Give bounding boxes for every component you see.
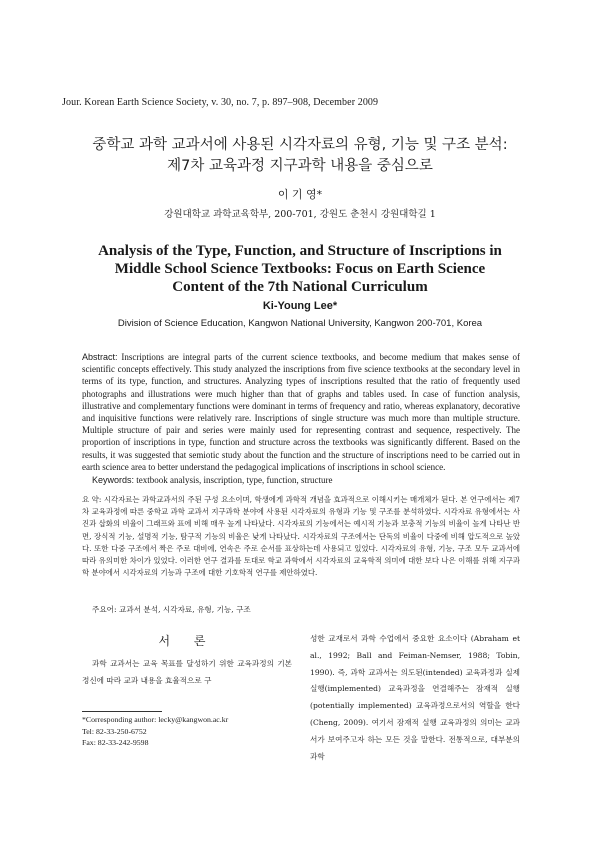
korean-keywords xyxy=(92,604,520,615)
english-title-line: Middle School Science Textbooks: Focus on Earth Science xyxy=(114,261,486,277)
keywords-text: textbook analysis, inscription, type, function, structure xyxy=(136,475,333,485)
footnote xyxy=(82,714,228,749)
english-title xyxy=(60,242,540,296)
journal-citation: Jour. Korean Earth Science Society, v. 30, no. 7, p. 897–908, December 2009 xyxy=(62,97,379,108)
english-title-line: Content of the 7th National Curriculum xyxy=(172,279,428,295)
keywords-label: Keywords: xyxy=(92,475,135,485)
korean-keywords-label: 주요어: xyxy=(92,605,117,614)
korean-affiliation: 강원대학교 과학교육학부, 200-701, 강원도 춘천시 강원대학길 1 xyxy=(164,209,436,220)
intro-paragraph-left: 과학 교과서는 교육 목표를 달성하기 위한 교육과정의 기본 정신에 따라 교과 내용을 효율적으로 구 xyxy=(82,659,292,685)
korean-abstract-text: 시각자료는 과학교과서의 주된 구성 요소이며, 학생에게 과학적 개념을 효과적으로 이해시키는 매개체가 된다. 본 연구에서는 제7차 교육과정에 따른 중학교 과학 교과서 지구과학 분야에 사용된 시각자료의 유형과 기능 및 구조를 분석하였다. 시각자료 유형에서는 사진과 삽화의 비율이 그래프와 표에 비해 매우 높게 나타났다. 시각자료의 기능에서는 예시적 기능과 보충적 기능의 비율이 높게 나타난 반면, 장식적 기능, 설명적 기능, 탐구적 기능의 비율은 낮게 나타났다. 시각자료의 구조에서는 단독의 비율이 다중에 비해 압도적으로 높았다. 또한 다중 구조에서 짝은 주로 대비에, 연속은 주로 순서를 표상하는데 사용되고 있었다. 시각자료의 유형, 기능, 구조 모두 교과서에 따라 유의미한 차이가 있었다. 이러한 연구 결과를 토대로 학교 과학에서 시각자료의 교육학적 의미에 대한 보다 나은 이해를 위해 지구과학 분야에서 시각자료의 기능과 구조에 대한 기호학적 연구를 제안하였다. xyxy=(82,495,520,578)
korean-title-line: 제7차 교육과정 지구과학 내용을 중심으로 xyxy=(167,158,433,174)
abstract xyxy=(82,351,520,473)
abstract-label: Abstract: xyxy=(82,352,118,362)
korean-title xyxy=(0,135,600,177)
korean-keywords-text: 교과서 분석, 시각자료, 유형, 기능, 구조 xyxy=(119,605,251,614)
korean-abstract-label: 요 약: xyxy=(82,495,102,504)
section-heading: 서 론 xyxy=(158,634,216,648)
footnote-email: *Corresponding author: lecky@kangwon.ac.kr xyxy=(82,715,229,724)
korean-author: 이 기 영* xyxy=(277,188,323,201)
abstract-text: Inscriptions are integral parts of the current science textbooks, and become medium that makes sense of scientific concepts effectively. This study analyzed the inscriptions from five science textbooks at the secondary level in terms of its type, function, and structures. Analyzing types of inscriptions resulted that the ratio of frequently used photographs and illustrations were much higher than that of graphs and tables used. In case of function analysis, illustrative and complementary functions were dominant in terms of frequency and ratio, whereas explanatory, decorative and inquisitive functions were relatively rare. Inscriptions of single structure was much more than multiple structure. Multiple structure of pair and series were mainly used for representing contrast and sequence, respectively. The proportion of inscriptions in type, function and structure across the textbooks was significantly different. Based on the results, it was suggested that semiotic study about the function and the structure of inscriptions need to be carried out in earth science area to better understand the pedagogical implications of inscriptions in school science. xyxy=(82,352,521,472)
footnote-tel: Tel: 82-33-250-6752 xyxy=(82,726,147,736)
footnote-fax: Fax: 82-33-242-9598 xyxy=(82,738,149,747)
footnote-divider xyxy=(82,711,162,712)
english-author: Ki-Young Lee* xyxy=(262,300,338,312)
english-title-line: Analysis of the Type, Function, and Structure of Inscriptions in xyxy=(98,243,502,259)
intro-paragraph-right: 성한 교재로서 과학 수업에서 중요한 요소이다 (Abraham et al., 1992; Ball and Feiman-Nemser, 1988; Tobin, 1990). 즉, 과학 교과서는 의도된(intended) 교육과정과 실제 실행(implemented) 교육과정을 연결해주는 잠재적 실행(potentially implemented) 교육과정으로서의 역할을 한다(Cheng, 2009). 여기서 잠재적 실행 교육과정의 의미는 교과서가 보여주고자 하는 모든 것을 말한다. 전통적으로, 대부분의 과학 xyxy=(310,634,520,761)
korean-abstract xyxy=(82,494,520,579)
english-affiliation: Division of Science Education, Kangwon National University, Kangwon 200-701, Korea xyxy=(117,318,483,329)
korean-title-line: 중학교 과학 교과서에 사용된 시각자료의 유형, 기능 및 구조 분석: xyxy=(92,137,508,153)
keywords xyxy=(92,475,520,485)
